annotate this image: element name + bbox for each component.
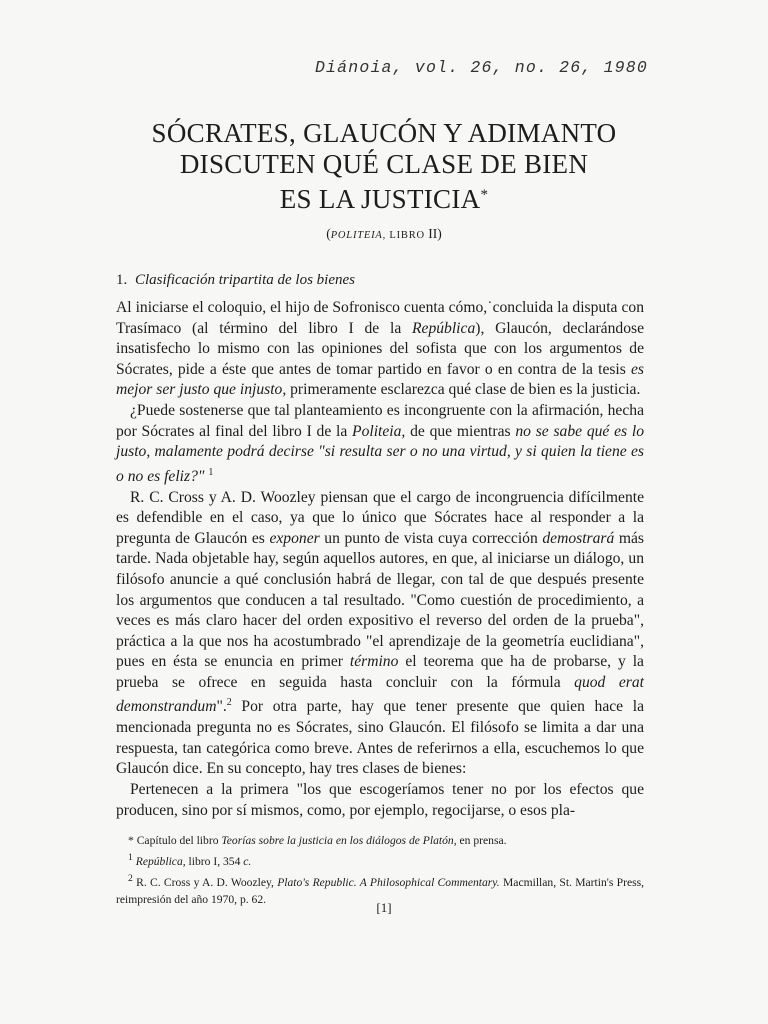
- footnote-ref-1: 1: [208, 466, 214, 478]
- p3-italic-h: quod erat demonstrandum: [116, 673, 644, 716]
- p1-text-c: ), Glaucón, declarándose insatisfecho lo mismo con las opiniones del sofista que con los argumentos de Sócrates, pide a éste que antes de tomar partido en favor o en contra de la tesis: [116, 319, 644, 378]
- subtitle-book: LIBRO: [389, 230, 425, 241]
- article-title: [0, 118, 768, 215]
- paragraph-2: [116, 401, 644, 488]
- title-line-2: DISCUTEN QUÉ CLASE DE BIEN: [179, 149, 589, 179]
- body-text: [116, 298, 644, 821]
- section-heading: [116, 272, 355, 289]
- title-line-3: [0, 180, 768, 215]
- section-title: Clasificación tripartita de los bienes: [135, 272, 355, 288]
- title-line-3-text: ES LA JUSTICIA: [279, 184, 481, 214]
- subtitle-open-paren: (: [326, 226, 331, 241]
- title-footnote-mark: *: [480, 187, 489, 203]
- footnotes: [116, 832, 644, 908]
- footnote-2-text-a: R. C. Cross y A. D. Woozley,: [132, 875, 278, 889]
- p4-text-a: Pertenecen a la primera "los que escogeríamos tener no por los efectos que producen, sino por sí mismos, como, por ejemplo, regocijarse, o esos pla-: [116, 781, 644, 819]
- p3-text-k: Por otra parte, hay que tener presente que quien hace la mencionada pregunta no es Sócrates, sino Glaucón. El filósofo se limita a dar una respuesta, tan categórica como breve. Antes de referirnos a ella, escuchemos lo que Glaucón dice. En su concepto, hay tres clases de bienes:: [116, 698, 644, 778]
- subtitle-work: POLITEIA,: [330, 230, 387, 241]
- footnote-star-text-c: en prensa.: [456, 834, 507, 847]
- p3-italic-b: exponer: [269, 529, 320, 547]
- p3-italic-d: demostrará: [542, 529, 615, 547]
- p2-text-c: de que mientras: [405, 422, 516, 440]
- footnote-ref-2: 2: [226, 697, 232, 709]
- p2-italic-d: no se sabe qué es lo justo, malamente podrá decirse "si resulta ser o no una virtud, y si quien la tiene es o no es feliz?": [116, 422, 644, 485]
- p1-text-e: primeramente esclarezca qué clase de bien es la justicia.: [286, 381, 641, 399]
- footnote-1-mark: 1: [128, 852, 133, 863]
- journal-citation: Diánoia, vol. 26, no. 26, 1980: [314, 58, 648, 77]
- p2-italic-b: Politeia,: [352, 422, 406, 440]
- p1-italic-b: República: [412, 319, 476, 337]
- footnote-2-mark: 2: [128, 872, 133, 884]
- footnote-star-italic: Teorías sobre la justicia en los diálogos de Platón,: [221, 834, 457, 847]
- p3-text-i: ".: [216, 698, 227, 716]
- footnote-star-text-a: Capítulo del libro: [133, 834, 222, 847]
- subtitle-number: II): [428, 226, 442, 241]
- page-number: [1]: [376, 900, 392, 915]
- paragraph-1: [116, 298, 644, 401]
- footnote-star: [116, 832, 644, 849]
- paragraph-4: [116, 780, 644, 821]
- section-number: 1.: [116, 272, 128, 288]
- p2-text-a: ¿Puede sostenerse que tal planteamiento es incongruente con la afirmación, hecha por Sócrates al final del libro I de la: [116, 401, 644, 440]
- paragraph-3: [116, 488, 644, 781]
- footnote-1: [116, 849, 644, 870]
- footnote-2-text-c: Macmillan, St. Martin's Press, reimpresión del año 1970, p. 62.: [116, 875, 645, 906]
- p3-text-g: el teorema que ha de probarse, y la prueba se ofrece en seguida hasta concluir con la fórmula: [116, 653, 644, 691]
- footnote-star-mark: *: [128, 834, 134, 847]
- p3-text-a: R. C. Cross y A. D. Woozley piensan que el cargo de incongruencia difícilmente es defendible en el caso, ya que lo único que Sócrates hace al responder a la pregunta de Glaucón es: [116, 488, 644, 547]
- footnote-2-italic: Plato's Republic. A Philosophical Commentary.: [277, 875, 500, 889]
- p1-italic-d: es mejor ser justo que injusto,: [116, 360, 644, 399]
- p3-text-c: un punto de vista cuya corrección: [319, 529, 543, 547]
- footnote-1-italic: República,: [135, 854, 186, 868]
- footnote-1-text-c: libro I, 354: [185, 854, 244, 868]
- footnote-1-italic-d: c.: [243, 854, 252, 868]
- p3-italic-f: término: [349, 653, 399, 671]
- title-line-1: SÓCRATES, GLAUCÓN Y ADIMANTO: [151, 118, 617, 148]
- p3-text-e: más tarde. Nada objetable hay, según aquellos autores, en que, al iniciarse un diálogo, un filósofo anuncie a qué conclusión habrá de llegar, con tal de que después presente los argumentos que conducen a tal resultado. "Como cuestión de procedimiento, a veces es más claro hacer del orden expositivo el reverso del orden de la prueba", práctica a la que nos ha acostumbrado "el aprendizaje de la geometría euclidiana", pues en ésta se enuncia en primer: [116, 529, 644, 671]
- p1-text-a: Al iniciarse el coloquio, el hijo de Sofronisco cuenta cómo,˙concluida la disputa con Trasímaco (al término del libro I de la: [116, 299, 644, 337]
- article-subtitle: [0, 226, 768, 242]
